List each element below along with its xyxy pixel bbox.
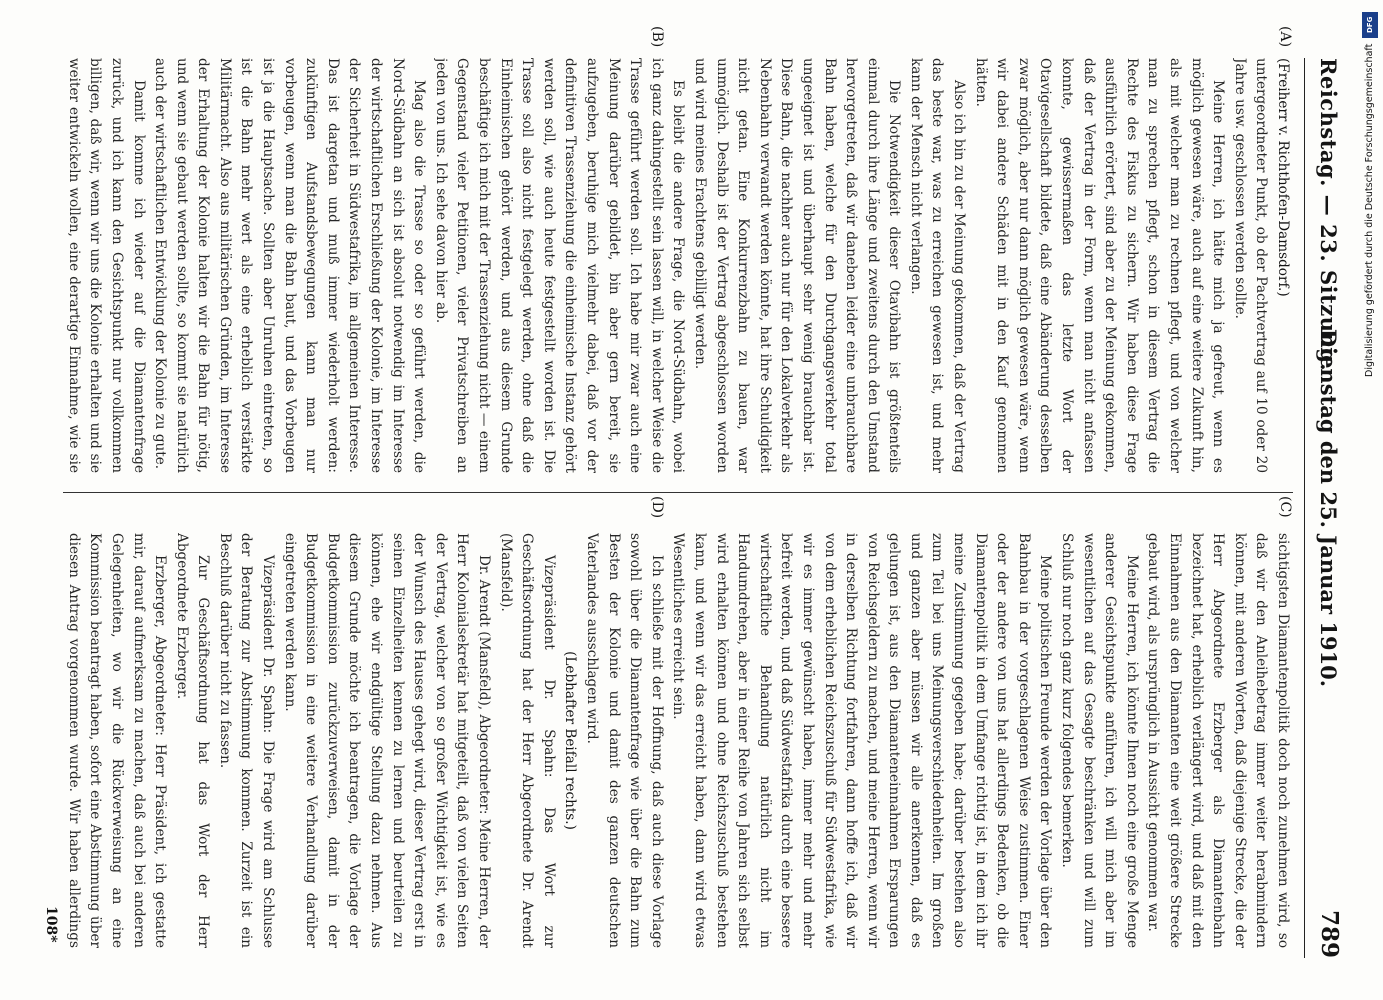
- paragraph: Meine politischen Freunde werden der Vorlage über den Bahnbau in der vorgeschlagenen Weise zustimmen. Einer oder der andere von uns hat allerdings Bedenken, ob die Diamantenpolitik in dem Umfange richtig ist, in dem ich ihr meine Zustimmung gegeben habe; darüber bestehen also zum Teil bei uns Meinungsverschiedenheiten. Im großen und ganzen aber müssen wir alle anerkennen, daß es gelungen ist, aus den Diamanteneinnahmen Ersparungen von Reichsgeldern zu machen, und meine Herren, wenn wir in derselben Richtung fortfahren, dann hoffe ich, daß wir von dem erheblichen Reichszuschuß für Südwestafrika, wie wir es immer gewünscht haben, immer mehr und mehr befreit werden, und daß Südwestafrika durch eine bessere wirtschaftliche Behandlung natürlich nicht im Handumdrehen, aber in einer Reihe von Jahren sich selbst wird erhalten können und ohne Reichszuschuß bestehen kann, und wenn wir das erreicht haben, dann wird etwas Wesentliches erreicht sein.: [670, 533, 1054, 948]
- paragraph: Meine Herren, ich hätte mich ja gefreut, wenn es möglich gewesen wäre, auch auf eine weitere Zukunft hin, als mit welcher man zu rechnen pflegt, und von welcher man zu sprechen pflegt, schon in diesem Vertrag die Rechte des Fiskus zu sichern. Wir haben diese Frage ausführlich erörtert, sind aber zu der Meinung gekommen, daß der Vertrag in der Form, wenn man nicht anfassen konnte, gewissermaßen das letzte Wort der Otavigesellschaft bildete, daß eine Abänderung desselben zwar möglich, aber nur dann möglich gewesen wäre, wenn wir dabei andere Schäden mit in den Kauf genommen hätten.: [972, 58, 1227, 473]
- paragraph: Damit komme ich wieder auf die Diamantenfrage zurück, und ich kann den Gesichtspunkt nur vollkommen billigen, daß wir, wenn wir uns die Kolonie erhalten und sie weiter entwickeln wollen, eine derartige Einnahme, wie sie: [65, 58, 147, 473]
- paragraph: Erzberger, Abgeordneter: Herr Präsident, ich gestatte mir, darauf aufmerksam zu machen, daß auch bei anderen Gelegenheiten, wo wir die Rückverweisung an eine Kommission beantragt haben, sofort eine Abstimmung über diesen Antrag vorgenommen wurde. Wir haben allerdings: [65, 533, 169, 948]
- speaker-line: (Freiherr v. Richthofen-Damsdorf.): [1275, 58, 1291, 297]
- paragraph: Die Notwendigkeit dieser Otavibahn ist größtenteils einmal durch ihre Länge und zweitens durch den Umstand hervorgetreten, daß wir daneben leider eine unbrauchbare Bahn haben, welche für den Durchgangsverkehr total ungeeignet ist und überhaupt sehr wenig brauchbar ist. Diese Bahn, die nachher auch nur für den Lokalverkehr als Nebenbahn verwandt werden könnte, hat ihre Schuldigkeit nicht getan. Eine Konkurrenzbahn zu bauen, war unmöglich. Deshalb ist der Vertrag abgeschlossen worden und wird meines Erachtens gebilligt werden.: [691, 58, 903, 473]
- footer-page-number: 108*: [43, 906, 59, 943]
- applause-note: (Lebhafter Beifall rechts.): [562, 651, 579, 830]
- paragraph: Zur Geschäftsordnung hat das Wort der Herr Abgeordnete Erzberger.: [173, 533, 212, 948]
- right-column: [63, 533, 1293, 948]
- digitization-sidebar: [1360, 8, 1380, 998]
- paragraph: untergeordneter Punkt, ob der Pachtvertrag auf 10 oder 20 Jahre usw. geschlossen werden sollte.: [1231, 58, 1270, 473]
- paragraph: sichtigsten Diamantenpolitik doch noch zunehmen wird, so daß wir den Anleihebetrag immer weiter herabmindern können, mit anderen Worten, daß diejenige Strecke, die der Herr Abgeordnete Erzberger als Diamantenbahn bezeichnet hat, erheblich verlängert wird, und daß mit den Einnahmen aus den Diamanten eine weit größere Strecke gebaut wird, als ursprünglich in Aussicht genommen war.: [1145, 533, 1291, 948]
- paragraph: Meine Herren, ich könnte Ihnen noch eine große Menge anderer Gesichtspunkte anführen, ich will mich aber im wesentlichen auf das Gesagte beschränken und will zum Schluß nur noch ganz kurz folgendes bemerken.: [1059, 533, 1140, 948]
- digitization-credit: Digitalisierung gefördert durch die Deutsche Forschungsgemeinschaft: [1364, 44, 1375, 378]
- rotated-page: [25, 18, 1355, 978]
- paragraph: Also ich bin zu der Meinung gekommen, daß der Vertrag das beste war, was zu erreichen gewesen ist, und mehr kann der Mensch nicht verlangen.: [907, 58, 968, 473]
- paragraph: Dr. Arendt (Mansfeld), Abgeordneter: Meine Herren, der Herr Kolonialsekretär hat mitgeteilt, daß von vielen Seiten der Vertrag, welcher von so großer Wichtigkeit ist, wie es der Wunsch des Hauses gehegt wird, dieser Vertrag erst in seinen Einzelheiten kennen zu lernen und beurteilen zu können, ehe wir endgültige Stellung dazu nehmen. Aus diesem Grunde möchte ich beantragen, die Vorlage der Budgetkommission zurückzuverweisen, damit in der Budgetkommission in eine weitere Verhandlung darüber eingetreten werden kann.: [281, 533, 493, 948]
- header-date: Dienstag den 25. Januar 1910.: [1316, 328, 1341, 688]
- margin-mark-b: (B): [649, 26, 665, 48]
- left-column: [63, 58, 1293, 473]
- dfg-logo: DFG: [1362, 12, 1378, 38]
- header-left: Reichstag. — 23. Sitzung.: [1316, 58, 1341, 372]
- page-header: [1304, 58, 1345, 958]
- page-number: 789: [1316, 909, 1343, 958]
- paragraph: Ich schließe mit der Hoffnung, daß auch diese Vorlage sowohl über die Diamantenfrage wie über die Bahn zum Besten der Kolonie und damit des ganzen deutschen Vaterlandes ausschlagen wird.: [584, 533, 665, 948]
- margin-mark-d: (D): [649, 496, 665, 519]
- paragraph: Vizepräsident Dr. Spahn: Das Wort zur Geschäftsordnung hat der Herr Abgeordnete Dr. Arendt (Mansfeld).: [497, 533, 557, 948]
- paragraph: Vizepräsident Dr. Spahn: Die Frage wird am Schlusse der Beratung zur Abstimmung kommen. Zurzeit ist ein Beschluß darüber nicht zu fassen.: [216, 533, 277, 948]
- margin-mark-a: (A): [1277, 26, 1293, 48]
- paragraph: Es bleibt die andere Frage, die Nord-Südbahn, wobei ich ganz dahingestellt sein lassen will, in welcher Weise die Trasse geführt werden soll. Ich habe mir zwar auch eine Meinung darüber gebildet, bin aber gern bereit, sie aufzugeben, beruhige mich vielmehr dabei, daß vor der definitiven Trassenziehung die einheimische Instanz gehört werden soll, wie auch heute festgestellt worden ist. Die Trasse soll also nicht festgelegt werden, ohne daß die Einheimischen gehört werden, und aus diesem Grunde beschäftige ich mich mit der Trassenziehung nicht — einem Gegenstand vieler Petitionen, vieler Privatschreiben an jeden von uns. Ich sehe davon hier ab.: [432, 58, 687, 473]
- paragraph: Mag also die Trasse so oder so geführt werden, die Nord-Südbahn an sich ist absolut notwendig im Interesse der wirtschaftlichen Erschließung der Kolonie, im Interesse der Sicherheit in Südwestafrika, im allgemeinen Interesse. Das ist dargetan und muß immer wiederholt werden: zukünftigen Aufstandsbewegungen kann man nur vorbeugen, wenn man die Bahn baut, und das Vorbeugen ist ja die Hauptsache. Sollten aber Unruhen eintreten, so ist die Bahn mehr wert als eine erheblich verstärkte Militärmacht. Also aus militärischen Gründen, im Interesse der Erhaltung der Kolonie halten wir die Bahn für nötig, und wenn sie gebaut werden sollte, so kommt sie natürlich auch der wirtschaftlichen Entwicklung der Kolonie zu gute.: [152, 58, 428, 473]
- column-divider: [63, 492, 1293, 493]
- margin-mark-c: (C): [1277, 496, 1293, 518]
